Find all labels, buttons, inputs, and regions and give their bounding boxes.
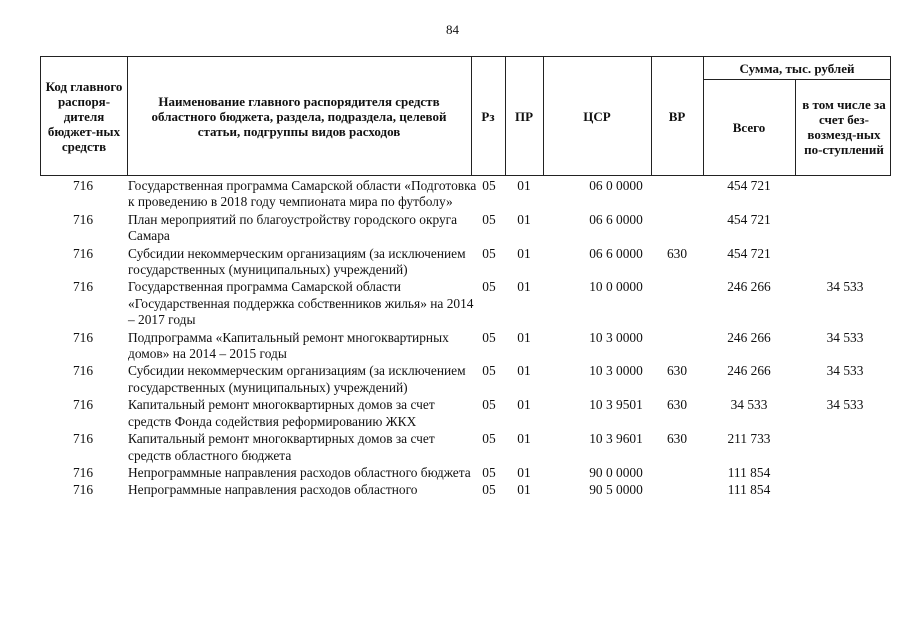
pr-cell: 01 bbox=[517, 245, 531, 261]
code-cell: 716 bbox=[72, 178, 94, 193]
header-pr: ПР bbox=[514, 108, 534, 124]
code-cell: 716 bbox=[72, 431, 94, 447]
csr-cell: 06 6 0000 bbox=[589, 245, 643, 261]
name-cell: Капитальный ремонт многоквартирных домов за счет средств областного бюджета bbox=[128, 431, 435, 463]
vr-cell: 630 bbox=[666, 363, 688, 379]
csr-cell: 10 3 0000 bbox=[589, 363, 643, 379]
csr-cell: 10 0 0000 bbox=[589, 279, 643, 295]
csr-cell: 10 3 9501 bbox=[589, 397, 643, 413]
vr-cell: 630 bbox=[666, 431, 688, 447]
csr-cell: 90 0 0000 bbox=[589, 464, 643, 480]
pr-cell: 01 bbox=[517, 279, 531, 295]
total-cell: 211 733 bbox=[727, 431, 771, 447]
name-cell: Непрограммные направления расходов областного bbox=[128, 482, 418, 498]
table-row bbox=[40, 279, 891, 328]
page-number: 84 bbox=[446, 22, 459, 37]
csr-cell: 06 0 0000 bbox=[589, 178, 643, 193]
total-cell: 34 533 bbox=[730, 397, 768, 413]
header-name: Наименование главного распорядителя средств областного бюджета, раздела, подраздела, целевой статьи, подгруппы видов расходов bbox=[151, 93, 447, 139]
name-cell: Непрограммные направления расходов областного бюджета bbox=[128, 464, 471, 480]
incl-cell: 34 533 bbox=[826, 329, 864, 345]
pr-cell: 01 bbox=[517, 482, 531, 498]
header-csr: ЦСР bbox=[583, 108, 611, 124]
table-header bbox=[40, 56, 891, 176]
total-cell: 111 854 bbox=[727, 464, 771, 480]
rz-cell: 05 bbox=[482, 363, 496, 379]
csr-cell: 10 3 9601 bbox=[589, 431, 643, 447]
rz-cell: 05 bbox=[482, 431, 496, 447]
header-total: Всего bbox=[732, 119, 766, 135]
rz-cell: 05 bbox=[482, 397, 496, 413]
header-incl: в том числе за счет без-возмезд-ных по-ступлений bbox=[802, 97, 886, 157]
total-cell: 454 721 bbox=[727, 245, 771, 261]
name-cell: Подпрограмма «Капитальный ремонт многоквартирных домов» на 2014 – 2015 годы bbox=[128, 329, 449, 362]
table-row bbox=[40, 212, 891, 245]
header-vr: ВР bbox=[668, 108, 686, 124]
header-rz: Рз bbox=[481, 108, 495, 124]
table-row bbox=[40, 178, 891, 211]
rz-cell: 05 bbox=[482, 329, 496, 345]
incl-cell: 34 533 bbox=[826, 363, 864, 379]
header-sum: Сумма, тыс. рублей bbox=[739, 60, 855, 76]
vr-cell: 630 bbox=[666, 245, 688, 261]
incl-cell: 34 533 bbox=[826, 279, 864, 295]
total-cell: 111 854 bbox=[727, 482, 771, 498]
incl-cell: 34 533 bbox=[826, 397, 864, 413]
name-cell: Субсидии некоммерческим организациям (за исключением государственных (муниципальных) учреждений) bbox=[128, 363, 466, 395]
csr-cell: 90 5 0000 bbox=[589, 482, 643, 498]
total-cell: 246 266 bbox=[727, 329, 771, 345]
table-body bbox=[40, 178, 891, 500]
pr-cell: 01 bbox=[517, 397, 531, 413]
pr-cell: 01 bbox=[517, 211, 531, 227]
vr-cell: 630 bbox=[666, 397, 688, 413]
name-cell: План мероприятий по благоустройству городского округа Самара bbox=[128, 211, 458, 244]
pr-cell: 01 bbox=[517, 329, 531, 345]
table-row bbox=[40, 330, 891, 363]
code-cell: 716 bbox=[72, 329, 94, 345]
code-cell: 716 bbox=[72, 363, 94, 379]
table-row bbox=[40, 246, 891, 279]
pr-cell: 01 bbox=[517, 178, 531, 193]
code-cell: 716 bbox=[72, 279, 94, 295]
code-cell: 716 bbox=[72, 211, 94, 227]
code-cell: 716 bbox=[72, 464, 94, 480]
table-row bbox=[40, 431, 891, 464]
name-cell: Государственная программа Самарской области «Подготовка к проведению в 2018 году чемпионата мира по футболу» bbox=[128, 178, 477, 210]
total-cell: 454 721 bbox=[727, 178, 771, 193]
rz-cell: 05 bbox=[482, 279, 496, 295]
csr-cell: 10 3 0000 bbox=[589, 329, 643, 345]
table-row bbox=[40, 482, 891, 498]
name-cell: Государственная программа Самарской области «Государственная поддержка собственников жилья» на 2014 – 2017 годы bbox=[128, 279, 474, 328]
name-cell: Субсидии некоммерческим организациям (за исключением государственных (муниципальных) учреждений) bbox=[128, 245, 466, 278]
rz-cell: 05 bbox=[482, 245, 496, 261]
total-cell: 246 266 bbox=[727, 279, 771, 295]
table-row bbox=[40, 465, 891, 481]
csr-cell: 06 6 0000 bbox=[589, 211, 643, 227]
table-row bbox=[40, 397, 891, 430]
rz-cell: 05 bbox=[482, 464, 496, 480]
rz-cell: 05 bbox=[482, 482, 496, 498]
total-cell: 454 721 bbox=[727, 211, 771, 227]
pr-cell: 01 bbox=[517, 464, 531, 480]
code-cell: 716 bbox=[72, 245, 94, 261]
name-cell: Капитальный ремонт многоквартирных домов за счет средств Фонда содействия реформированию ЖКХ bbox=[128, 397, 435, 429]
pr-cell: 01 bbox=[517, 363, 531, 379]
total-cell: 246 266 bbox=[727, 363, 771, 379]
rz-cell: 05 bbox=[482, 178, 496, 193]
pr-cell: 01 bbox=[517, 431, 531, 447]
table-row bbox=[40, 363, 891, 396]
rz-cell: 05 bbox=[482, 211, 496, 227]
code-cell: 716 bbox=[72, 397, 94, 413]
header-code: Код главного распоря-дителя бюджет-ных средств bbox=[45, 78, 123, 154]
code-cell: 716 bbox=[72, 482, 94, 498]
